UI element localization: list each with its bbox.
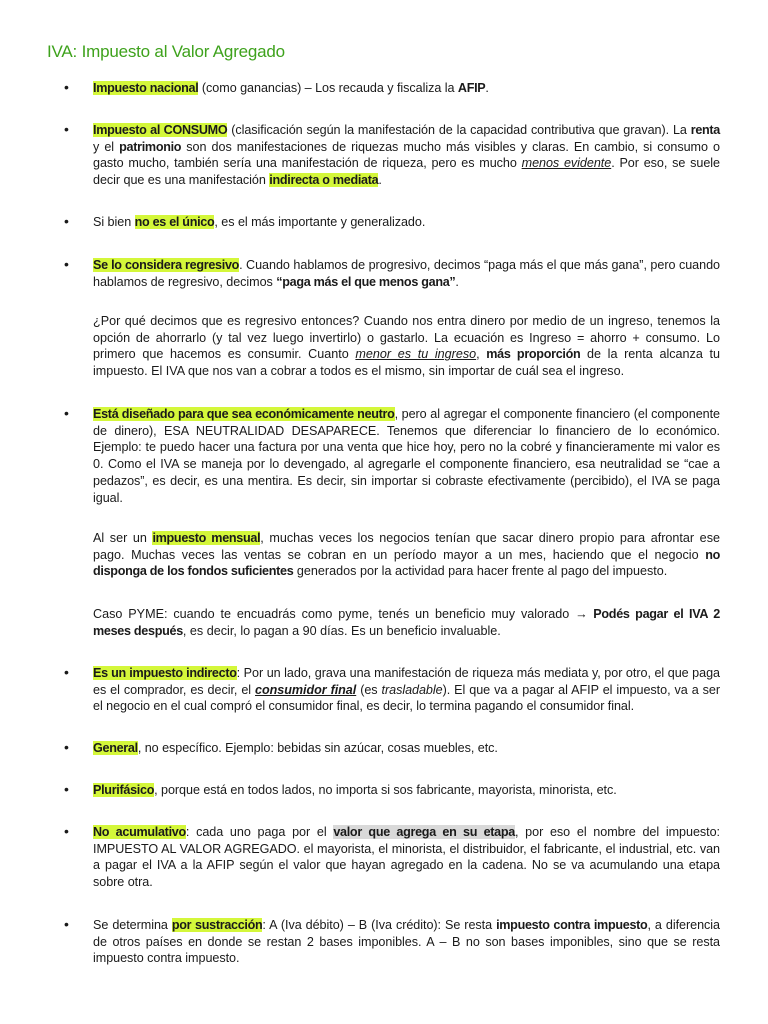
bullet-icon bbox=[64, 405, 72, 421]
bullet-item-general: General, no específico. Ejemplo: bebidas sin azúcar, cosas muebles, etc. bbox=[93, 741, 498, 755]
bullet-item-impuesto-indirecto: Es un impuesto indirecto: Por un lado, grava una manifestación de riqueza más mediata y, por otro, el que paga es el comprador, es decir, el consumidor final (es trasladable). El que va a pagar al AFIP el impuesto, va a ser el negocio en el cual compró el consumidor final, es decir, lo termina pagando el consumidor final. bbox=[93, 666, 720, 714]
paragraph-caso-pyme: Caso PYME: cuando te encuadrás como pyme, tenés un beneficio muy valorado → Podés pagar el IVA 2 meses después, es decir, lo pagan a 90 días. Es un beneficio invaluable. bbox=[93, 607, 720, 638]
bullet-icon bbox=[64, 121, 72, 137]
bullet-icon bbox=[64, 256, 72, 272]
bullet-item-plurifasico: Plurifásico, porque está en todos lados, no importa si sos fabricante, mayorista, minorista, etc. bbox=[93, 783, 617, 797]
bullet-item-por-sustraccion: Se determina por sustracción: A (Iva débito) – B (Iva crédito): Se resta impuesto contra impuesto, a diferencia de otros países en donde se restan 2 bases imponibles. A – B no son bases imponibles, sino que se resta impuesto contra impuesto. bbox=[93, 918, 720, 966]
bullet-icon bbox=[64, 79, 72, 95]
bullet-icon bbox=[64, 916, 72, 932]
bullet-item-no-acumulativo: No acumulativo: cada uno paga por el valor que agrega en su etapa, por eso el nombre del impuesto: IMPUESTO AL VALOR AGREGADO. el mayorista, el minorista, el distribuidor, el fabricante, el industrial, etc. van a pagar el IVA a la AFIP según el valor que hayan agregado en la cadena. No se va acumulando una etapa sobre otra. bbox=[93, 825, 721, 890]
bullet-item-neutralidad: Está diseñado para que sea económicamente neutro, pero al agregar el componente financiero (el componente de dinero), ESA NEUTRALIDAD DESAPARECE. Tenemos que diferenciar lo financiero de lo económico. Ejemplo: te puedo hacer una factura por una venta que hice hoy, pero no la cobré y financieramente mi valor es 0. Como el IVA se maneja por lo devengado, al agregarle el componente financiero, esa neutralidad se “cae a pedazos”, es decir, es una mentira. Es decir, sin importar si cobraste efectivamente (percibido), el IVA se paga igual. bbox=[93, 407, 721, 505]
paragraph-regresivo-explicacion: ¿Por qué decimos que es regresivo entonces? Cuando nos entra dinero por medio de un ingreso, tenemos la opción de ahorrarlo (y tal vez luego invertirlo) o gastarlo. La ecuación es Ingreso = ahorro + consumo. Lo primero que hacemos es consumir. Cuanto menor es tu ingreso, más proporción de la renta alcanza tu impuesto. El IVA que nos van a cobrar a todos es el mismo, sin importar de cuál sea el ingreso. bbox=[93, 314, 720, 379]
bullet-icon bbox=[64, 823, 72, 839]
paragraph-impuesto-mensual: Al ser un impuesto mensual, muchas veces los negocios tenían que sacar dinero propio para afrontar ese pago. Muchas veces las ventas se cobran en un período mayor a un mes, haciendo que el negocio no disponga de los fondos suficientes generados por la actividad para hacer frente al pago del impuesto. bbox=[93, 531, 720, 579]
bullet-icon bbox=[64, 213, 72, 229]
bullet-item-impuesto-nacional: Impuesto nacional (como ganancias) – Los recauda y fiscaliza la AFIP. bbox=[93, 81, 489, 95]
bullet-icon bbox=[64, 781, 72, 797]
bullet-item-no-es-el-unico: Si bien no es el único, es el más importante y generalizado. bbox=[93, 215, 426, 229]
bullet-icon bbox=[64, 664, 72, 680]
document-title: IVA: Impuesto al Valor Agregado bbox=[47, 42, 285, 61]
arrow-right-icon: → bbox=[575, 607, 588, 621]
bullet-item-regresivo: Se lo considera regresivo. Cuando hablamos de progresivo, decimos “paga más el que más gana”, pero cuando hablamos de regresivo, decimos “paga más el que menos gana”. bbox=[93, 258, 720, 289]
bullet-icon bbox=[64, 739, 72, 755]
bullet-item-impuesto-consumo: Impuesto al CONSUMO (clasificación según la manifestación de la capacidad contributiva que gravan). La renta y el patrimonio son dos manifestaciones de riquezas mucho más visibles y claras. En cambio, si consumo o gasto mucho, también sería una manifestación de riqueza, pero es mucho menos evidente. Por eso, se suele decir que es una manifestación indirecta o mediata. bbox=[93, 123, 721, 188]
